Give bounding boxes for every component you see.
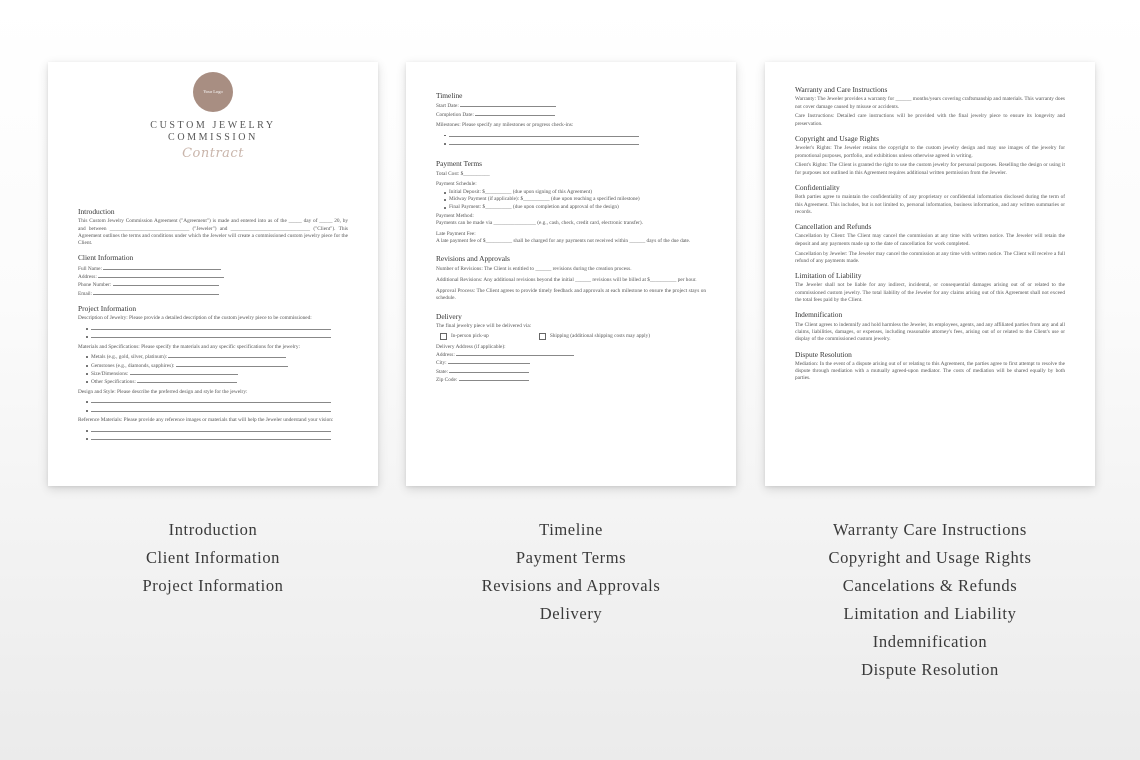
project-description-prompt: Description of Jewelry: Please provide a detailed description of the custom jewelry piece to be commissioned:	[78, 315, 312, 322]
blank-line	[113, 281, 219, 286]
blank-line	[459, 376, 529, 381]
section-title-confidentiality: Confidentiality	[795, 182, 840, 192]
logo-text: Your Logo	[203, 89, 223, 95]
list-item	[86, 398, 348, 406]
blank-line	[449, 132, 639, 137]
list-item	[86, 427, 348, 435]
contract-page-3	[765, 62, 1095, 486]
care-instructions-text: Care Instructions: Detailed care instructions will be provided with the final jewelry piece to ensure its longevity and preservation.	[795, 113, 1065, 127]
dispute-text: Mediation: In the event of a dispute arising out of or relating to this Agreement, the parties agree to first attempt to resolve the dispute through mediation with a mutually agreed-upon mediator. The costs of mediation will be shared equally by both parties.	[795, 360, 1065, 382]
delivery-field-row	[436, 351, 706, 359]
blank-line	[91, 435, 331, 440]
caption-item: Dispute Resolution	[861, 660, 999, 679]
design-prompt: Design and Style: Please describe the preferred design and style for the jewelry:	[78, 388, 248, 395]
blank-line	[456, 351, 574, 356]
list-item	[86, 407, 348, 415]
materials-prompt: Materials and Specifications: Please specify the materials and any specific specifications for the jewelry:	[78, 343, 300, 350]
field-label: Full Name:	[78, 265, 102, 272]
caption-item: Warranty Care Instructions	[833, 520, 1027, 539]
field-label: State:	[436, 368, 449, 375]
blank-line	[130, 370, 238, 375]
list-item	[86, 370, 348, 378]
section-title-cancellation: Cancellation and Refunds	[795, 222, 872, 232]
indemnification-text: The Client agrees to indemnify and hold harmless the Jeweler, its employees, agents, and any affiliated parties from any and all claims, liabilities, damages, or expenses, including reasonable attorney's fees, arising out of or related to the Client's use or display of the commissioned custom jewelry.	[795, 321, 1065, 343]
confidentiality-text: Both parties agree to maintain the confidentiality of any proprietary or confidential information disclosed during the term of this Agreement. This includes, but is not limited to, personal information, business information, and any written summaries or records.	[795, 194, 1065, 215]
payment-method-label: Payment Method:	[436, 213, 474, 220]
blank-line	[91, 407, 331, 412]
caption-item: Payment Terms	[515, 548, 627, 567]
blank-line	[93, 290, 219, 295]
payment-method-text: Payments can be made via ________________ (e.g., cash, check, credit card, electronic transfer).	[436, 220, 643, 227]
milestones-prompt: Milestones: Please specify any milestones or progress check-ins:	[436, 121, 574, 128]
revisions-approval-text: Approval Process: The Client agrees to provide timely feedback and approvals at each milestone to ensure the project stays on schedule.	[436, 288, 706, 302]
section-title-indemnification: Indemnification	[795, 310, 843, 320]
caption-item: Indemnification	[872, 632, 988, 651]
revisions-number-text: Number of Revisions: The Client is entitled to ______ revisions during the creation process.	[436, 265, 632, 272]
caption-column-2	[406, 520, 736, 632]
list-item: Final Payment: $__________ (due upon completion and approval of the design)	[444, 204, 706, 211]
description-blank-list	[86, 325, 348, 342]
delivery-intro: The final jewelry piece will be delivered via:	[436, 323, 532, 330]
list-item	[86, 325, 348, 333]
list-item	[444, 140, 706, 148]
pickup-checkbox[interactable]	[440, 333, 447, 340]
total-cost: Total Cost: $__________	[436, 170, 490, 177]
payment-schedule-list	[444, 189, 706, 211]
blank-line	[168, 353, 286, 358]
material-item-label: Size/Dimensions:	[91, 371, 129, 378]
delivery-field-row	[436, 359, 706, 367]
client-field-row	[78, 281, 348, 289]
page3-content	[795, 86, 1065, 385]
material-item-label: Other Specifications:	[91, 379, 136, 386]
late-payment-label: Late Payment Fee:	[436, 230, 476, 237]
section-title-timeline: Timeline	[436, 91, 463, 100]
caption-item: Cancelations & Refunds	[842, 576, 1018, 595]
client-fields	[78, 265, 348, 298]
caption-item: Copyright and Usage Rights	[828, 548, 1032, 567]
section-title-dispute: Dispute Resolution	[795, 349, 852, 359]
blank-line	[137, 378, 237, 383]
caption-item: Revisions and Approvals	[481, 576, 661, 595]
client-field-row	[78, 273, 348, 281]
cancellation-jeweler-text: Cancellation by Jeweler: The Jeweler may cancel the commission at any time with written notice. The Client will receive a full refund of any payments made.	[795, 250, 1065, 264]
contract-page-1	[48, 62, 378, 486]
caption-item: Introduction	[168, 520, 258, 539]
field-label: Address:	[436, 351, 455, 358]
blank-line	[475, 111, 555, 116]
section-title-payment-terms: Payment Terms	[436, 159, 482, 169]
section-title-delivery: Delivery	[436, 311, 462, 321]
section-title-project-information: Project Information	[78, 303, 137, 313]
jeweler-rights-text: Jeweler's Rights: The Jeweler retains the copyright to the custom jewelry design and may use images of the jewelry for promotional purposes, portfolio, and exhibitions unless otherwise agreed in writing.	[795, 145, 1065, 159]
introduction-text: This Custom Jewelry Commission Agreement ("Agreement") is made and entered into as of the _____ day of _____ 20, by and between ______________________________ ("Jeweler") and ______________________________ ("Client"). This Agreement outlines the terms and conditions under which the Jeweler will create a commissioned custom jewelry piece for the Client.	[78, 218, 348, 247]
revisions-additional-text: Additional Revisions: Any additional revisions beyond the initial ______ revisions will be billed at $__________ per hour.	[436, 276, 697, 283]
field-label: Email:	[78, 290, 93, 297]
field-label: City:	[436, 360, 447, 367]
section-title-copyright: Copyright and Usage Rights	[795, 133, 879, 143]
delivery-field-row	[436, 376, 706, 384]
client-field-row	[78, 290, 348, 298]
section-title-warranty: Warranty and Care Instructions	[795, 85, 888, 94]
page2-content	[436, 92, 706, 384]
blank-line	[176, 362, 288, 367]
limitation-text: The Jeweler shall not be liable for any indirect, incidental, or consequential damages arising out of or related to the commissioned custom jewelry. The total liability of the Jeweler for any claims arising out of this Agreement shall not exceed the total fees paid by the Client.	[795, 282, 1065, 304]
caption-item: Project Information	[142, 576, 284, 595]
field-label: Address:	[78, 274, 97, 281]
field-label: Start Date:	[436, 103, 459, 110]
delivery-address-label: Delivery Address (if applicable):	[436, 343, 506, 350]
caption-item: Timeline	[539, 520, 603, 539]
client-field-row	[78, 265, 348, 273]
design-blank-list	[86, 398, 348, 415]
shipping-label: Shipping (additional shipping costs may apply)	[549, 333, 651, 340]
blank-line	[103, 265, 221, 270]
pickup-label: In-person pick-up	[451, 333, 489, 340]
delivery-options	[440, 333, 706, 340]
payment-schedule-label: Payment Schedule:	[436, 180, 477, 187]
list-item	[86, 378, 348, 386]
blank-line	[448, 359, 530, 364]
warranty-text: Warranty: The Jeweler provides a warranty for ______ months/years covering craftsmanship and materials. This warranty does not cover damage caused by misuse or accidents.	[795, 96, 1065, 110]
blank-line	[91, 325, 331, 330]
contract-page-2	[406, 62, 736, 486]
shipping-checkbox[interactable]	[539, 333, 546, 340]
client-rights-text: Client's Rights: The Client is granted the right to use the custom jewelry for personal purposes. Reselling the design or using it for purposes not outlined in this Agreement requires additional written permission from the Jeweler.	[795, 162, 1065, 176]
section-title-introduction: Introduction	[78, 207, 115, 216]
list-item	[86, 353, 348, 361]
document-script-title: Contract	[182, 146, 244, 161]
material-item-label: Gemstones (e.g., diamonds, sapphires):	[91, 362, 175, 369]
page1-content	[78, 208, 348, 445]
blank-line	[91, 427, 331, 432]
caption-item: Client Information	[145, 548, 281, 567]
caption-item: Limitation and Liability	[843, 604, 1017, 623]
field-label: Zip Code:	[436, 376, 458, 383]
cancellation-client-text: Cancellation by Client: The Client may cancel the commission at any time with written notice. The Jeweler will retain the deposit and any payments made up to the date of cancellation for work completed.	[795, 233, 1065, 247]
reference-prompt: Reference Materials: Please provide any reference images or materials that will help the Jeweler understand your vision:	[78, 417, 334, 424]
blank-line	[98, 273, 224, 278]
timeline-field-row	[436, 102, 706, 110]
field-label: Completion Date:	[436, 111, 474, 118]
logo-placeholder	[193, 72, 233, 112]
list-item	[86, 435, 348, 443]
material-item-label: Metals (e.g., gold, silver, platinum):	[91, 354, 168, 361]
blank-line	[91, 398, 331, 403]
caption-column-1	[48, 520, 378, 604]
list-item	[86, 362, 348, 370]
blank-line	[449, 368, 529, 373]
materials-list	[86, 353, 348, 386]
milestones-blank-list	[444, 132, 706, 149]
section-title-revisions: Revisions and Approvals	[436, 254, 510, 264]
blank-line	[449, 140, 639, 145]
document-title-line-1: CUSTOM JEWELRY	[150, 120, 276, 131]
blank-line	[91, 333, 331, 338]
list-item	[444, 132, 706, 140]
list-item: Initial Deposit: $__________ (due upon signing of this Agreement)	[444, 189, 706, 196]
section-title-client-information: Client Information	[78, 253, 134, 263]
list-item	[86, 333, 348, 341]
field-label: Phone Number:	[78, 282, 112, 289]
document-title-line-2: COMMISSION	[168, 132, 258, 143]
caption-column-3	[765, 520, 1095, 688]
blank-line	[460, 102, 556, 107]
late-payment-text: A late payment fee of $__________ shall be charged for any payments not received within ______ days of the due date.	[436, 237, 691, 244]
caption-item: Delivery	[539, 604, 603, 623]
reference-blank-list	[86, 427, 348, 444]
section-title-limitation: Limitation of Liability	[795, 271, 862, 281]
timeline-field-row	[436, 111, 706, 119]
list-item: Midway Payment (if applicable): $__________ (due upon reaching a specified milestone)	[444, 196, 706, 203]
delivery-field-row	[436, 368, 706, 376]
